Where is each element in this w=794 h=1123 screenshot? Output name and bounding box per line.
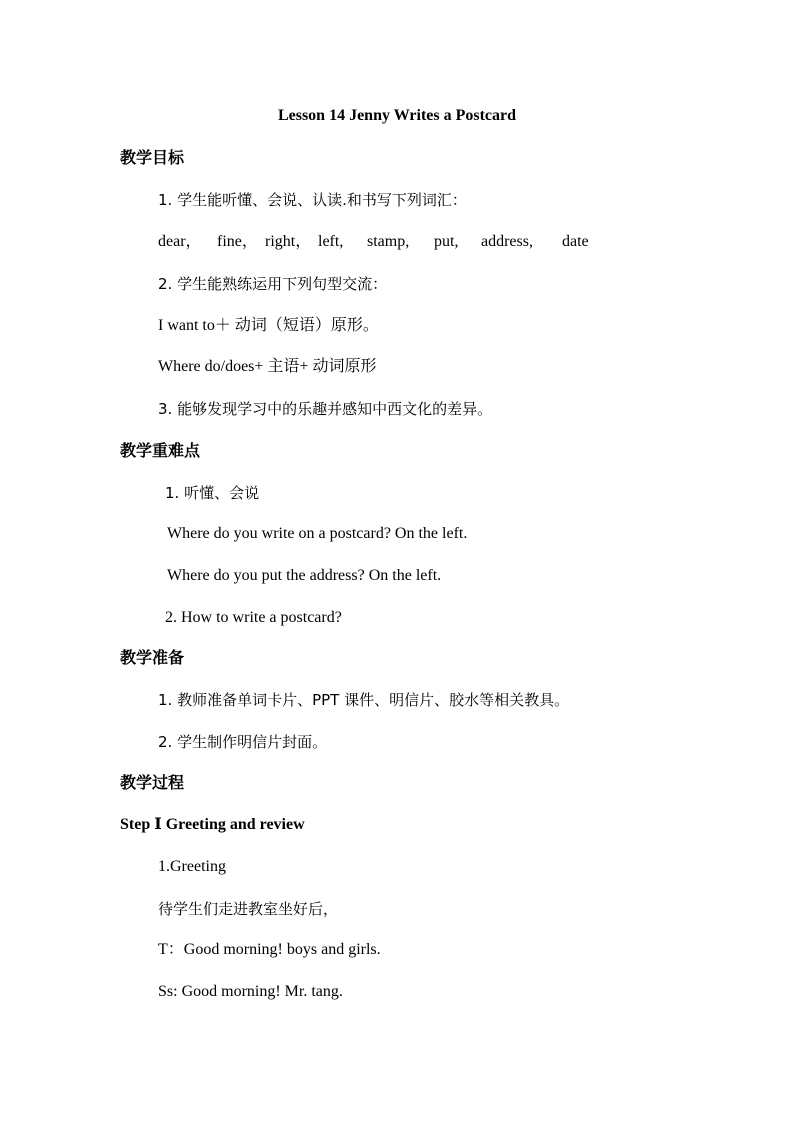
objectives-item-3: 3. 能够发现学习中的乐趣并感知中西文化的差异。 (158, 400, 493, 418)
vocab-word: dear， (158, 233, 202, 250)
key-points-heading: 教学重难点 (120, 441, 201, 460)
preparation-item-1: 1. 教师准备单词卡片、PPT 课件、明信片、胶水等相关教具。 (158, 691, 570, 709)
preparation-item-2: 2. 学生制作明信片封面。 (158, 733, 328, 751)
vocab-word: address, (481, 233, 533, 250)
step-1-sub-1: 1.Greeting (158, 858, 226, 875)
process-line-1: 待学生们走进教室坐好后， (158, 900, 339, 918)
process-heading: 教学过程 (120, 773, 185, 792)
key-points-item-2: 2. How to write a postcard? (165, 609, 342, 626)
vocab-word: put, (434, 233, 459, 250)
sentence-pattern-2: Where do/does+ 主语+ 动词原形 (158, 358, 377, 375)
step-1-title: Step Ⅰ Greeting and review (120, 816, 305, 833)
vocab-word: date (562, 233, 589, 250)
vocab-word: stamp, (367, 233, 410, 250)
vocabulary-list (158, 232, 589, 252)
sentence-pattern-1: I want to＋ 动词（短语）原形。 (158, 317, 379, 334)
key-points-item-1: 1. 听懂、会说 (165, 484, 260, 502)
key-sentence-2: Where do you put the address? On the left. (167, 567, 442, 584)
objectives-heading: 教学目标 (120, 148, 185, 167)
lesson-title: Lesson 14 Jenny Writes a Postcard (277, 107, 517, 124)
objectives-item-2: 2. 学生能熟练运用下列句型交流： (158, 275, 388, 293)
dialogue-teacher: T：Good morning! boys and girls. (158, 941, 381, 958)
objectives-item-1: 1. 学生能听懂、会说、认读.和书写下列词汇： (158, 191, 467, 209)
vocab-word: left, (318, 233, 344, 250)
vocab-word: fine， (217, 233, 258, 250)
key-sentence-1: Where do you write on a postcard? On the left. (167, 525, 468, 542)
preparation-heading: 教学准备 (120, 648, 185, 667)
dialogue-students: Ss: Good morning! Mr. tang. (158, 983, 343, 1000)
vocab-word: right， (265, 233, 312, 250)
